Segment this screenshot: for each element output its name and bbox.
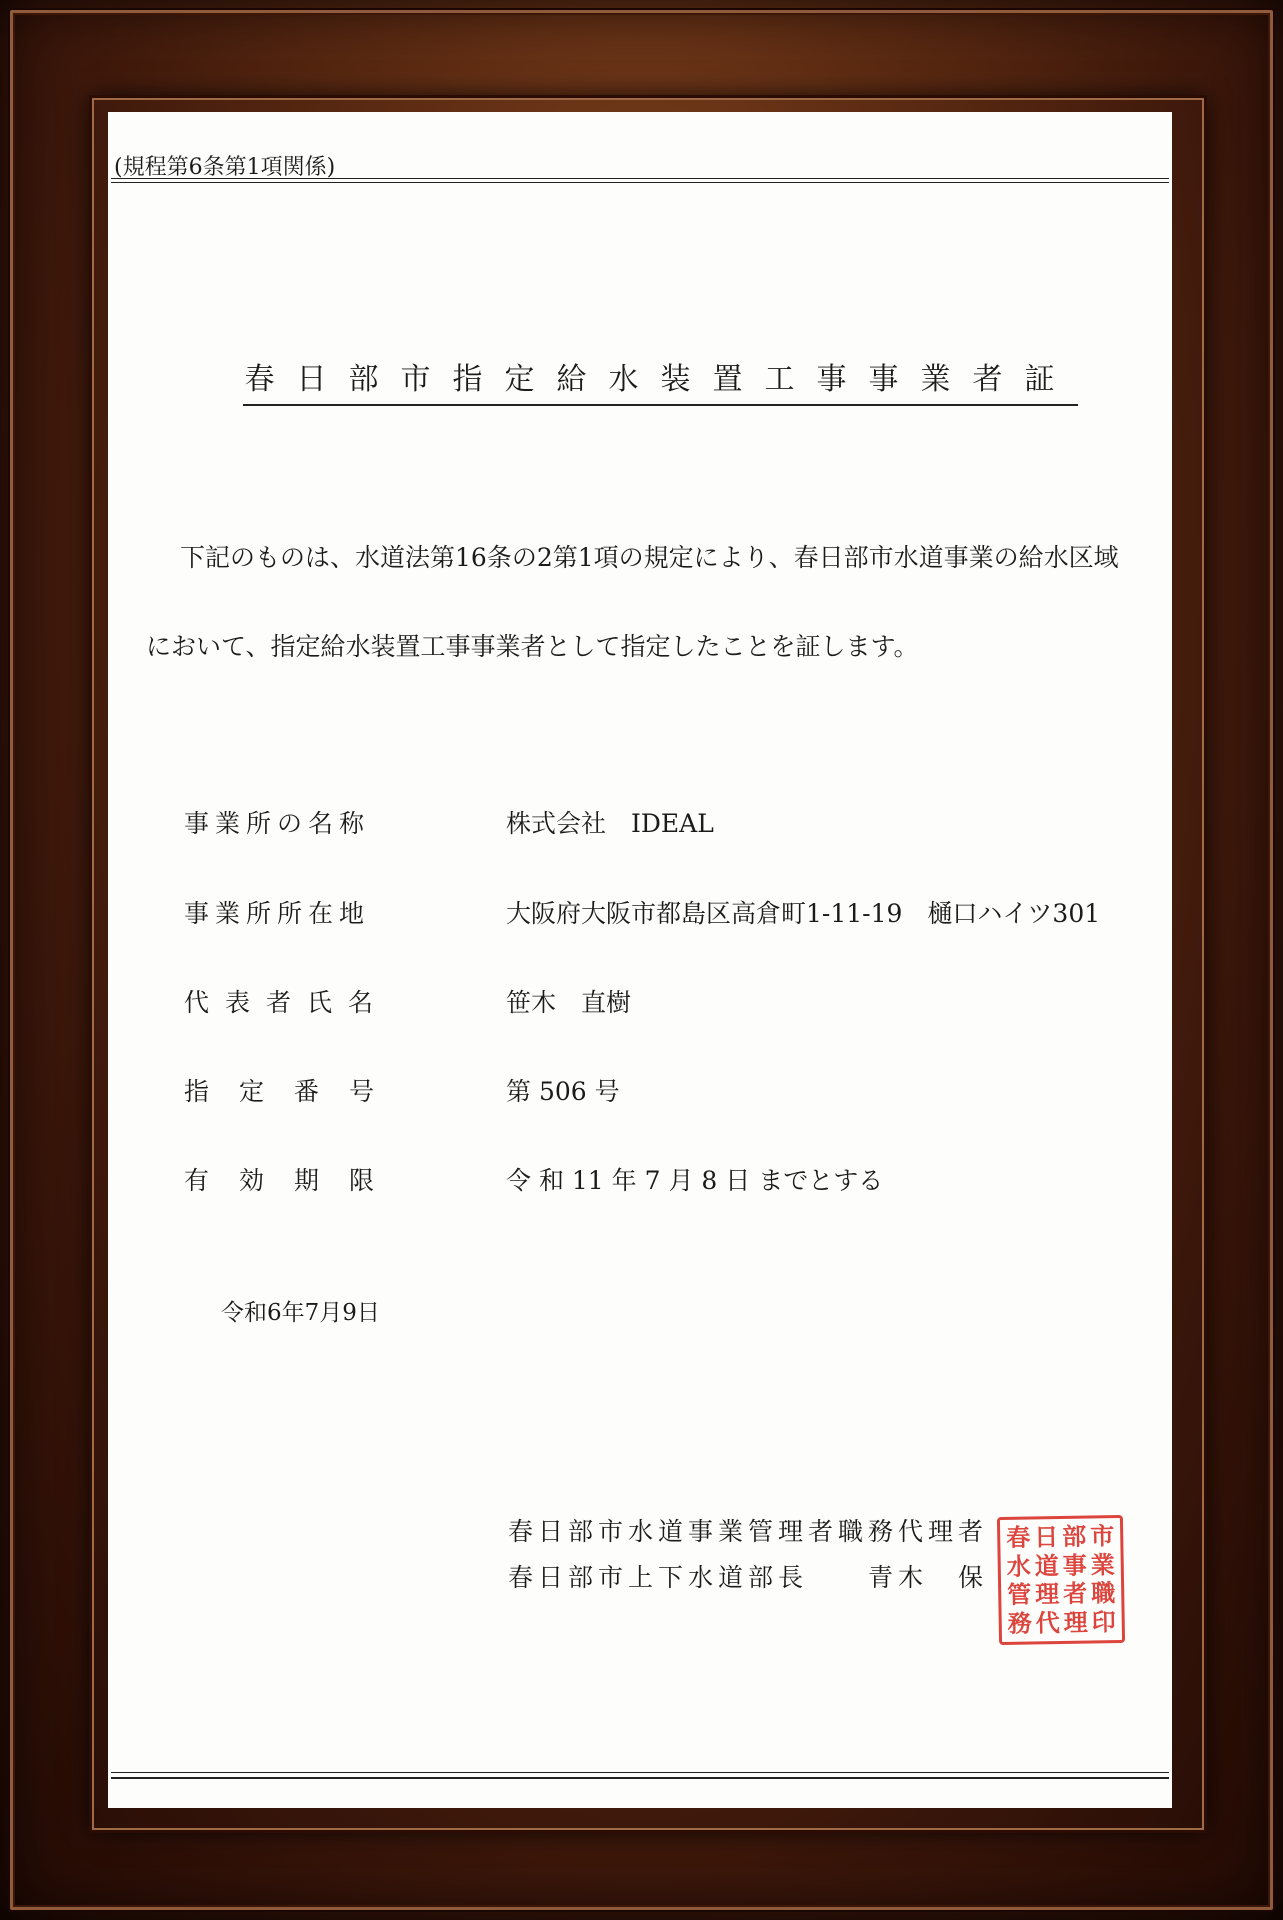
label-representative: 代表者氏名 bbox=[184, 988, 390, 1017]
certificate-paper bbox=[108, 112, 1172, 1808]
official-seal-stamp bbox=[997, 1515, 1125, 1645]
value-business-name: 株式会社 IDEAL bbox=[506, 809, 714, 838]
label-expiry: 有効期限 bbox=[184, 1166, 405, 1195]
top-double-rule bbox=[111, 178, 1169, 183]
value-expiry: 令 和 11 年 7 月 8 日 までとする bbox=[506, 1166, 884, 1195]
label-business-name: 事業所の名称 bbox=[184, 809, 371, 838]
bottom-double-rule bbox=[111, 1772, 1169, 1779]
certificate-title: 春日部市指定給水装置工事事業者証 bbox=[243, 354, 1078, 406]
seal-characters: 春 日 部 市 水 道 事 業 管 理 者 職 務 代 理 印 bbox=[1005, 1521, 1116, 1638]
value-representative: 笹木 直樹 bbox=[506, 988, 632, 1017]
label-designation-number: 指定番号 bbox=[184, 1077, 405, 1106]
intro-text-line-2: において、指定給水装置工事事業者として指定したことを証します。 bbox=[146, 632, 919, 661]
value-business-address: 大阪府大阪市都島区高倉町1-11-19 樋口ハイツ301 bbox=[506, 899, 1101, 928]
value-designation-number: 第 506 号 bbox=[506, 1077, 620, 1106]
intro-text-line-1: 下記のものは、水道法第16条の2第1項の規定により、春日部市水道事業の給水区域 bbox=[180, 543, 1119, 572]
signatory-title: 春日部市水道事業管理者職務代理者 bbox=[508, 1517, 989, 1546]
signatory-name: 春日部市上下水道部長 青木 保 bbox=[508, 1563, 989, 1592]
issue-date: 令和6年7月9日 bbox=[221, 1300, 380, 1326]
label-business-address: 事業所所在地 bbox=[184, 899, 371, 928]
clause-reference: (規程第6条第1項関係) bbox=[114, 155, 336, 180]
